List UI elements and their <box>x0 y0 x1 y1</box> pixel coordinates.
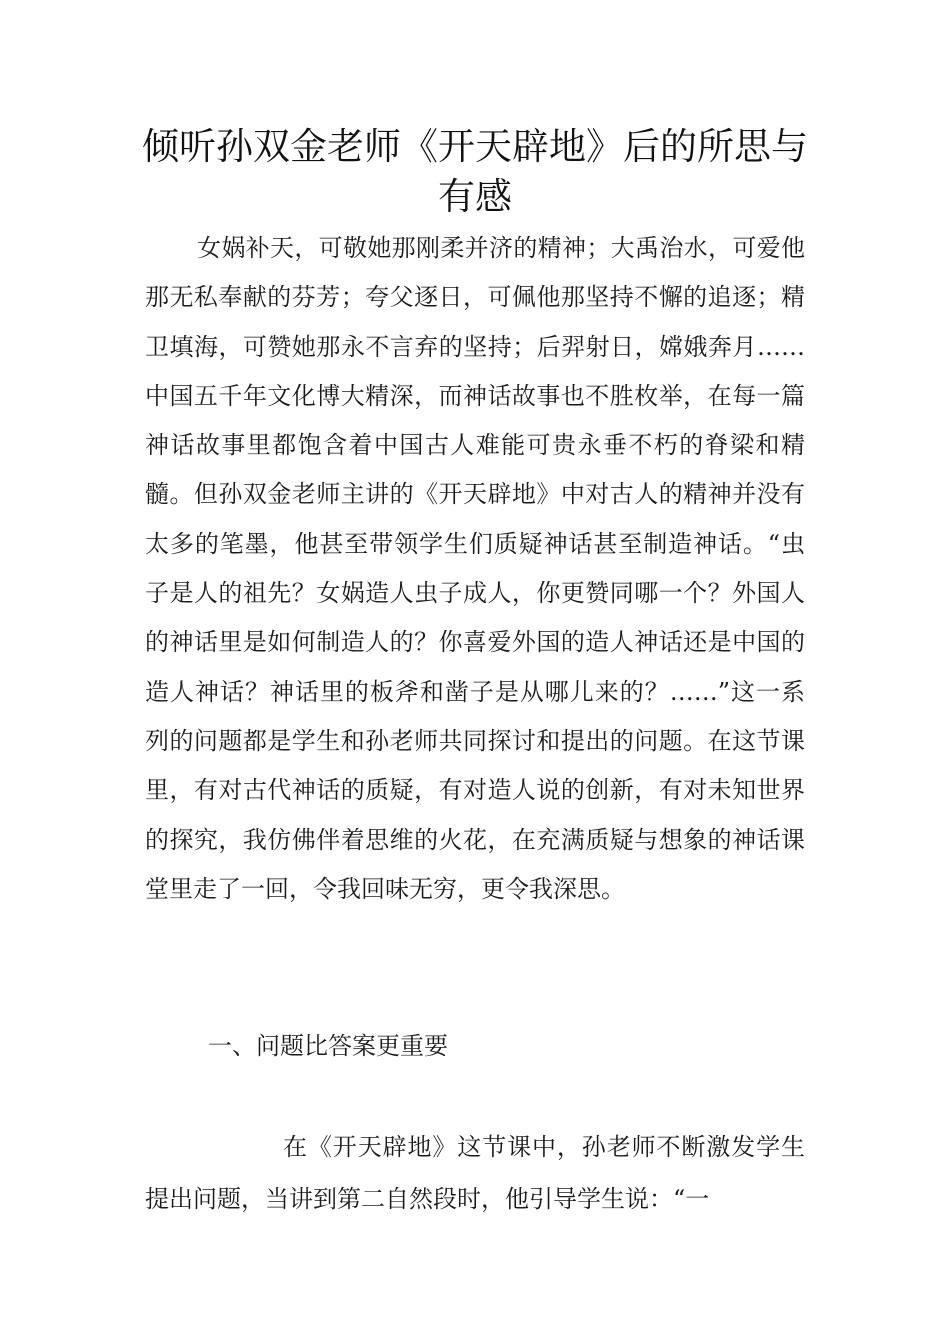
paragraph-section-1: 在《开天辟地》这节课中，孙老师不断激发学生提出问题，当讲到第二自然段时，他引导学生说：“一 <box>145 1133 805 1213</box>
document-title: 倾听孙双金老师《开天辟地》后的所思与有感 <box>142 125 808 218</box>
section-heading: 一、问题比答案更重要 <box>208 1032 448 1060</box>
paragraph-intro: 女娲补天，可敬她那刚柔并济的精神；大禹治水，可爱他那无私奉献的芬芳；夸父逐日，可佩他那坚持不懈的追逐；精卫填海，可赞她那永不言弃的坚持；后羿射日，嫦娥奔月……中国五千年文化博大精深，而神话故事也不胜枚举，在每一篇神话故事里都饱含着中国古人难能可贵永垂不朽的脊梁和精髓。但孙双金老师主讲的《开天辟地》中对古人的精神并没有太多的笔墨，他甚至带领学生们质疑神话甚至制造神话。“虫子是人的祖先？女娲造人虫子成人，你更赞同哪一个？外国人的神话里是如何制造人的？你喜爱外国的造人神话还是中国的造人神话？神话里的板斧和凿子是从哪儿来的？……”这一系列的问题都是学生和孙老师共同探讨和提出的问题。在这节课里，有对古代神话的质疑，有对造人说的创新，有对未知世界的探究，我仿佛伴着思维的火花，在充满质疑与想象的神话课堂里走了一回，令我回味无穷，更令我深思。 <box>145 234 805 903</box>
